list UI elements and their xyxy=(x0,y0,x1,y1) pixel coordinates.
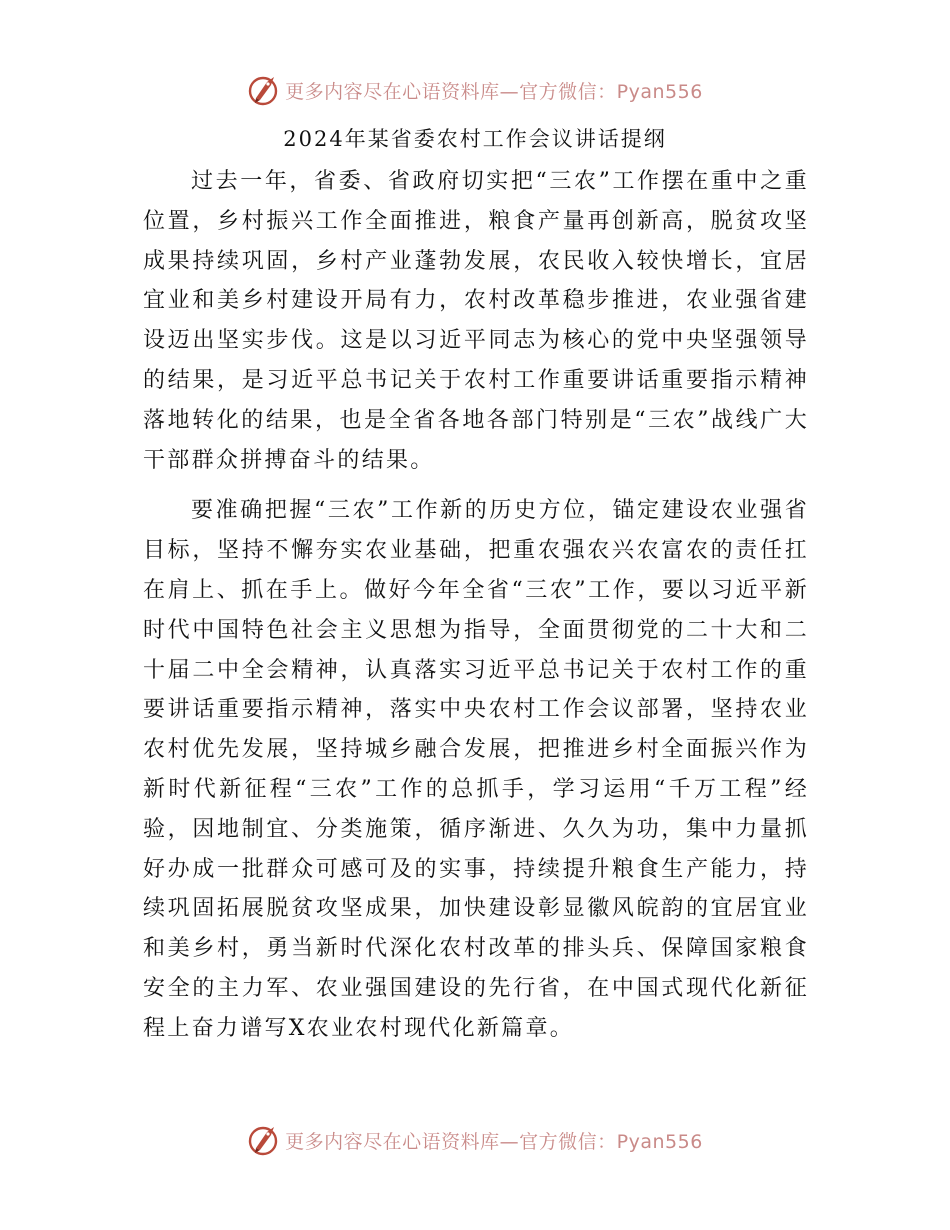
pen-nib-circle-icon xyxy=(247,73,281,107)
pen-nib-circle-icon xyxy=(247,1123,281,1157)
header-watermark-banner xyxy=(0,70,950,110)
footer-watermark-banner xyxy=(0,1120,950,1160)
paragraph-2: 要准确把握“三农”工作新的历史方位，锚定建设农业强省目标，坚持不懈夯实农业基础，把重农强农兴农富农的责任扛在肩上、抓在手上。做好今年全省“三农”工作，要以习近平新时代中国特色社会主义思想为指导，全面贯彻党的二十大和二十届二中全会精神，认真落实习近平总书记关于农村工作的重要讲话重要指示精神，落实中央农村工作会议部署，坚持农业农村优先发展，坚持城乡融合发展，把推进乡村全面振兴作为新时代新征程“三农”工作的总抓手，学习运用“千万工程”经验，因地制宜、分类施策，循序渐进、久久为功，集中力量抓好办成一批群众可感可及的实事，持续提升粮食生产能力，持续巩固拓展脱贫攻坚成果，加快建设彰显徽风皖韵的宜居宜业和美乡村，勇当新时代深化农村改革的排头兵、保障国家粮食安全的主力军、农业强国建设的先行省，在中国式现代化新征程上奋力谱写X农业农村现代化新篇章。 xyxy=(143,498,809,1041)
header-watermark-text: 更多内容尽在心语资料库—官方微信：Pyan556 xyxy=(285,80,703,103)
paragraph-1: 过去一年，省委、省政府切实把“三农”工作摆在重中之重位置，乡村振兴工作全面推进，粮食产量再创新高，脱贫攻坚成果持续巩固，乡村产业蓬勃发展，农民收入较快增长，宜居宜业和美乡村建设开局有力，农村改革稳步推进，农业强省建设迈出坚实步伐。这是以习近平同志为核心的党中央坚强领导的结果，是习近平总书记关于农村工作重要讲话重要指示精神落地转化的结果，也是全省各地各部门特别是“三农”战线广大干部群众拼搏奋斗的结果。 xyxy=(143,169,809,473)
document-body xyxy=(143,162,809,1060)
document-title: 2024年某省委农村工作会议讲话提纲 xyxy=(283,127,667,151)
footer-watermark-text: 更多内容尽在心语资料库—官方微信：Pyan556 xyxy=(285,1130,703,1153)
